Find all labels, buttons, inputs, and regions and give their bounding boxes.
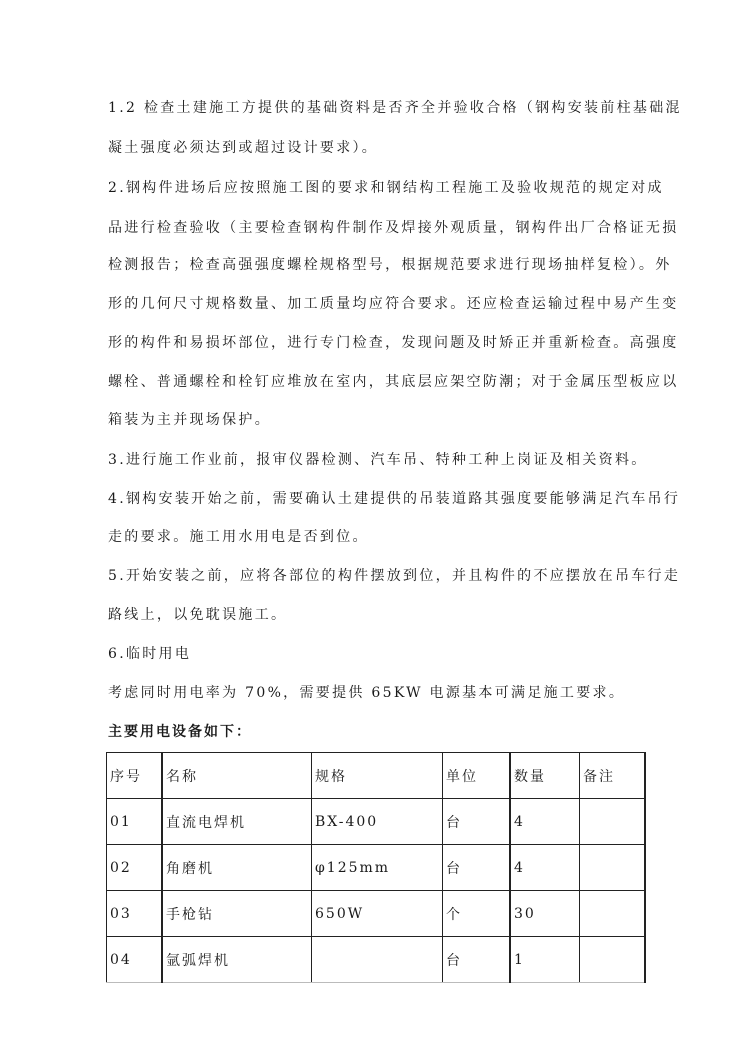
cell-spec: 650W	[312, 891, 443, 937]
cell-quantity: 1	[510, 937, 580, 983]
paragraph-line: 形的几何尺寸规格数量、加工质量均应符合要求。还应检查运输过程中易产生变	[108, 296, 679, 312]
cell-remark	[580, 891, 646, 937]
cell-unit: 台	[443, 799, 511, 845]
paragraph-line: 箱装为主并现场保护。	[108, 412, 271, 428]
header-cell: 序号	[107, 753, 163, 799]
paragraph-line: 检测报告；检查高强强度螺栓规格型号，根据规范要求进行现场抽样复检）。外	[108, 257, 672, 273]
paragraph-line: 凝土强度必须达到或超过设计要求）。	[108, 140, 379, 156]
paragraph-line: 品进行检查验收（主要检查钢构件制作及焊接外观质量，钢构件出厂合格证无损	[108, 220, 679, 236]
paragraph-line: 6.临时用电	[108, 646, 192, 662]
table-row	[107, 845, 646, 891]
paragraph-line: 3.进行施工作业前，报审仪器检测、汽车吊、特种工种上岗证及相关资料。	[108, 452, 648, 468]
header-cell: 数量	[510, 753, 580, 799]
cell-remark	[580, 937, 646, 983]
paragraph-line: 2.钢构件进场后应按照施工图的要求和钢结构工程施工及验收规范的规定对成	[108, 180, 664, 196]
cell-quantity: 4	[510, 799, 580, 845]
header-cell: 规格	[312, 753, 443, 799]
cell-name: 氩弧焊机	[162, 937, 312, 983]
table-title: 主要用电设备如下：	[108, 724, 252, 740]
cell-spec: φ125mm	[312, 845, 443, 891]
cell-spec: BX-400	[312, 799, 443, 845]
cell-index: 01	[107, 799, 163, 845]
table-row	[107, 799, 646, 845]
cell-unit: 个	[443, 891, 511, 937]
cell-name: 手枪钻	[162, 891, 312, 937]
table-row	[107, 937, 646, 983]
table-header-row	[107, 753, 646, 799]
cell-quantity: 4	[510, 845, 580, 891]
cell-remark	[580, 799, 646, 845]
cell-index: 03	[107, 891, 163, 937]
cell-remark	[580, 845, 646, 891]
table-row	[107, 891, 646, 937]
paragraph-line: 走的要求。施工用水用电是否到位。	[108, 529, 369, 545]
cell-unit: 台	[443, 845, 511, 891]
paragraph-line: 形的构件和易损坏部位，进行专门检查，发现问题及时矫正并重新检查。高强度	[108, 335, 679, 351]
paragraph-line: 4.钢构安装开始之前，需要确认土建提供的吊装道路其强度要能够满足汽车吊行	[108, 491, 681, 507]
cell-index: 04	[107, 937, 163, 983]
paragraph-line: 路线上，以免耽误施工。	[108, 607, 288, 623]
equipment-table	[106, 752, 646, 983]
header-cell: 单位	[443, 753, 511, 799]
cell-unit: 台	[443, 937, 511, 983]
cell-name: 直流电焊机	[162, 799, 312, 845]
paragraph-line: 螺栓、普通螺栓和栓钉应堆放在室内，其底层应架空防潮；对于金属压型板应以	[108, 374, 679, 390]
paragraph-line: 5.开始安装之前，应将各部位的构件摆放到位，并且构件的不应摆放在吊车行走	[108, 568, 681, 584]
cell-spec	[312, 937, 443, 983]
cell-quantity: 30	[510, 891, 580, 937]
paragraph-line: 1.2 检查土建施工方提供的基础资料是否齐全并验收合格（钢构安装前柱基础混	[108, 100, 682, 116]
paragraph-line: 考虑同时用电率为 70%，需要提供 65KW 电源基本可满足施工要求。	[108, 685, 626, 701]
cell-index: 02	[107, 845, 163, 891]
cell-name: 角磨机	[162, 845, 312, 891]
header-cell: 备注	[580, 753, 646, 799]
header-cell: 名称	[162, 753, 312, 799]
